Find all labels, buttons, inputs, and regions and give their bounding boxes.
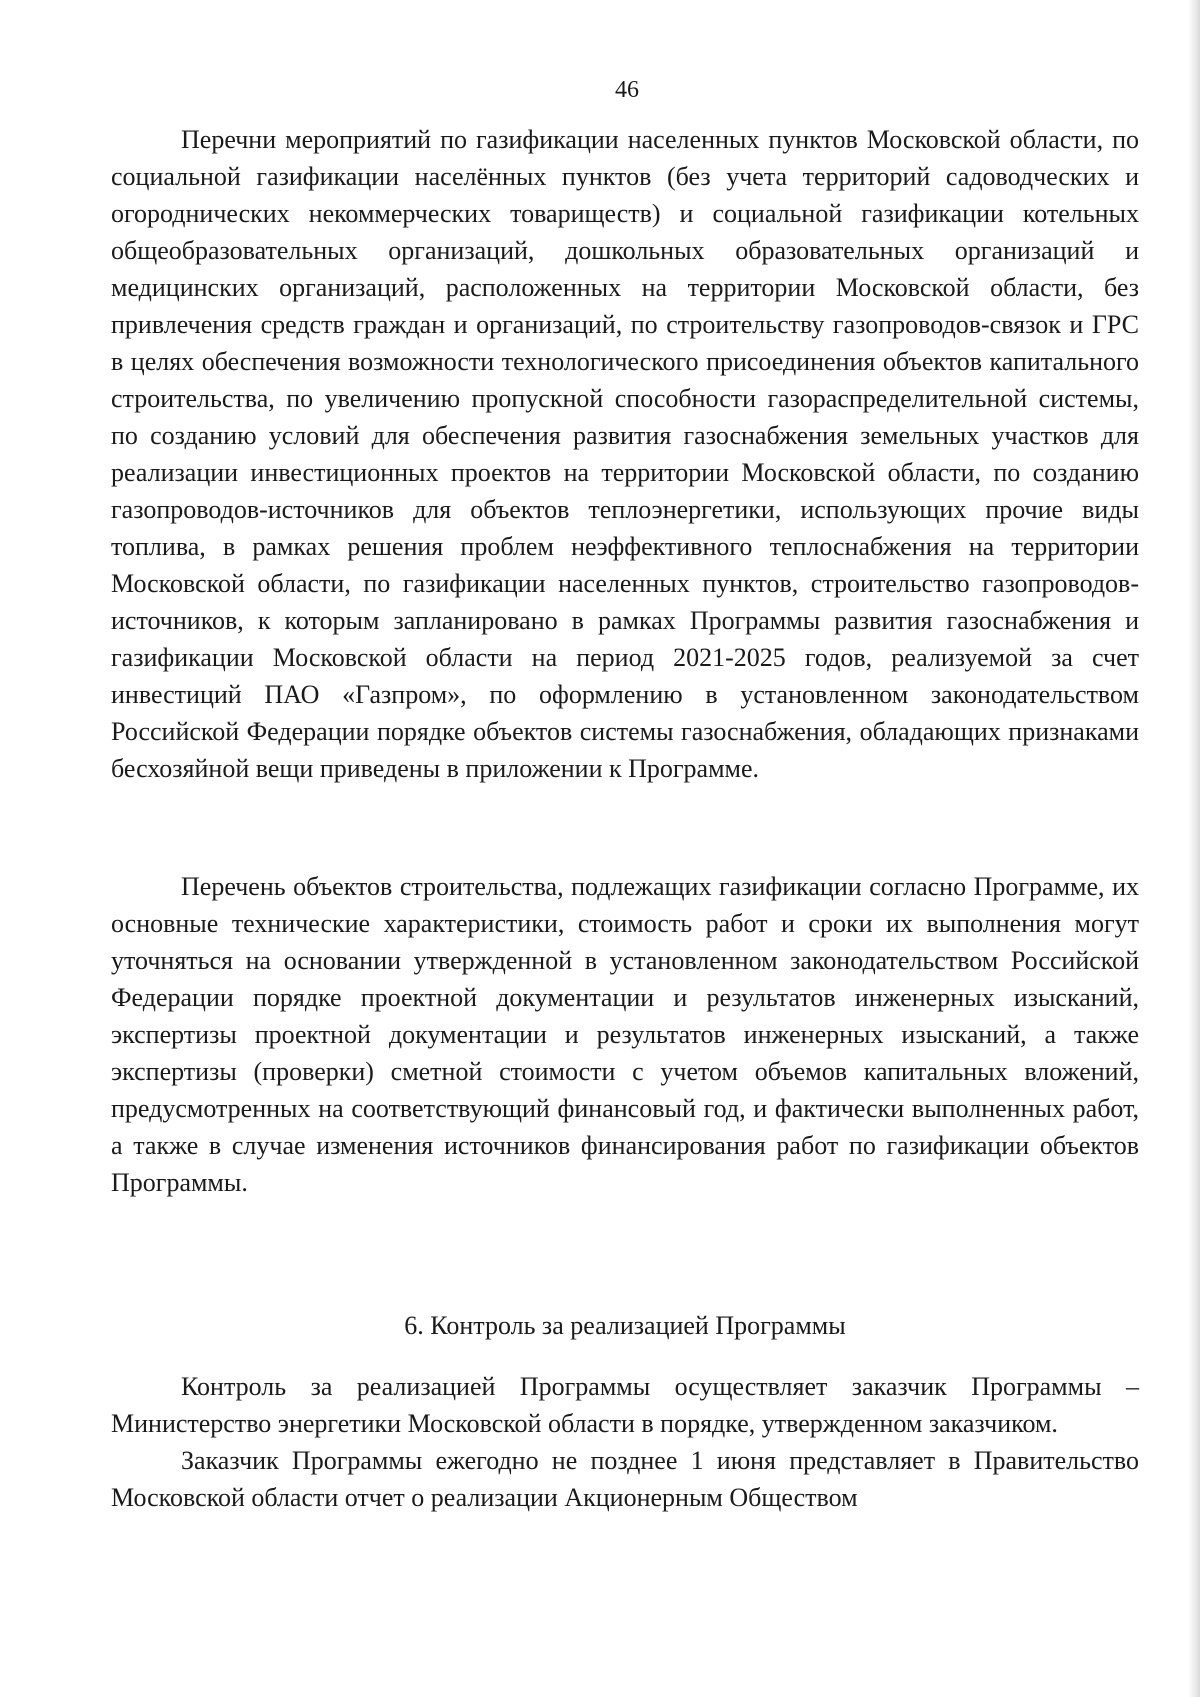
paragraph-construction-objects: Перечень объектов строительства, подлежащих газификации согласно Программе, их основные технические характеристики, стоимость работ и сроки их выполнения могут уточняться на основании утвержденной в установленном законодательством Российской Федерации порядке проектной документации и результатов инженерных изысканий, экспертизы проектной документации и результатов инженерных изысканий, а также экспертизы (проверки) сметной стоимости с учетом объемов капитальных вложений, предусмотренных на соответствующий финансовый год, и фактически выполненных работ, а также в случае изменения источников финансирования работ по газификации объектов Программы.	[111, 872, 1139, 1197]
section-body	[111, 1368, 1139, 1516]
paragraph-measures-list: Перечни мероприятий по газификации населенных пунктов Московской области, по социальной газификации населённых пунктов (без учета территорий садоводческих и огороднических некоммерческих товариществ) и социальной газификации котельных общеобразовательных организаций, дошкольных образовательных организаций и медицинских организаций, расположенных на территории Московской области, без привлечения средств граждан и организаций, по строительству газопроводов-связок и ГРС в целях обеспечения возможности технологического присоединения объектов капитального строительства, по увеличению пропускной способности газораспределительной системы, по созданию условий для обеспечения развития газоснабжения земельных участков для реализации инвестиционных проектов на территории Московской области, по созданию газопроводов-источников для объектов теплоэнергетики, использующих прочие виды топлива, в рамках решения проблем неэффективного теплоснабжения на территории Московской области, по газификации населенных пунктов, строительство газопроводов-источников, к которым запланировано в рамках Программы развития газоснабжения и газификации Московской области на период 2021-2025 годов, реализуемой за счет инвестиций ПАО «Газпром», по оформлению в установленном законодательством Российской Федерации порядке объектов системы газоснабжения, обладающих признаками бесхозяйной вещи приведены в приложении к Программе.	[111, 125, 1139, 783]
paragraph-block-2	[111, 868, 1139, 1201]
paragraph-customer-report: Заказчик Программы ежегодно не позднее 1 июня представляет в Правительство Московской области отчет о реализации Акционерным Обществом	[111, 1446, 1139, 1512]
page-number: 46	[615, 77, 639, 103]
paragraph-control: Контроль за реализацией Программы осуществляет заказчик Программы – Министерство энергетики Московской области в порядке, утвержденном заказчиком.	[111, 1372, 1139, 1438]
page-edge-shadow	[1188, 0, 1200, 1697]
paragraph-block-1	[111, 121, 1139, 787]
section-heading: 6. Контроль за реализацией Программы	[404, 1311, 846, 1340]
